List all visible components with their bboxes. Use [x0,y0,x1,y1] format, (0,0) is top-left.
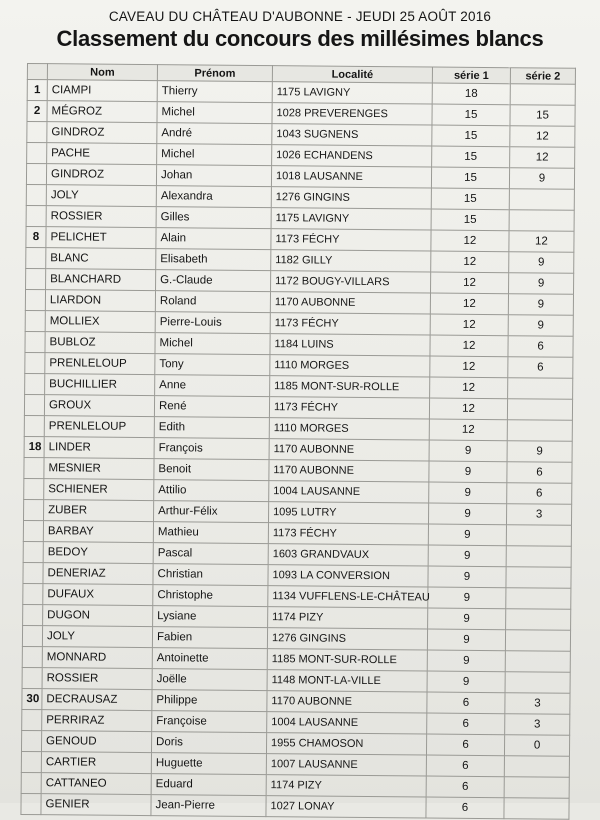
localite-cell: 1276 GINGINS [271,187,431,209]
serie-1-cell: 9 [427,650,505,672]
serie-2-cell [506,609,571,631]
rank-cell [25,373,45,394]
rank-cell [26,164,46,185]
serie-1-cell: 12 [430,314,508,336]
prenom-cell: Anne [155,375,270,397]
serie-2-cell [506,588,571,610]
table-body [21,80,575,820]
rank-cell [27,143,47,164]
localite-cell: 1174 PIZY [266,775,426,797]
rank-cell [25,352,45,373]
rank-cell [26,268,46,289]
localite-cell: 1173 FÉCHY [268,523,428,545]
localite-cell: 1026 ECHANDENS [272,145,432,167]
serie-1-cell: 15 [431,188,509,210]
prenom-cell: Eduard [151,774,266,796]
event-header: CAVEAU DU CHÂTEAU D'AUBONNE - JEUDI 25 AOÛT 2016 [108,9,492,24]
localite-cell: 1148 MONT-LA-VILLE [267,670,427,692]
serie-2-cell: 9 [508,315,573,337]
serie-2-cell [509,210,574,232]
localite-cell: 1027 LONAY [266,796,426,818]
serie-2-cell [506,525,571,547]
rank-cell [21,793,41,814]
nom-cell: DECRAUSAZ [42,689,152,711]
prenom-cell: Michel [155,333,270,355]
serie-2-cell [507,420,572,442]
serie-1-cell: 9 [429,440,507,462]
serie-2-cell: 6 [508,357,573,379]
serie-1-cell: 9 [428,503,506,525]
nom-cell: LINDER [44,437,154,459]
rank-cell [24,499,44,520]
serie-2-cell: 9 [508,294,573,316]
serie-1-cell: 9 [427,629,505,651]
localite-cell: 1185 MONT-SUR-ROLLE [267,649,427,671]
rank-cell: 1 [27,80,47,101]
rank-cell [26,205,46,226]
serie-2-cell: 3 [505,693,570,715]
ranking-table [20,63,576,820]
prenom-cell: Attilio [154,480,269,502]
serie-1-cell: 6 [426,734,504,756]
serie-2-cell [504,756,569,778]
localite-cell: 1018 LAUSANNE [271,166,431,188]
nom-cell: BEDOY [43,542,153,564]
localite-cell: 1110 MORGES [269,418,429,440]
serie-2-cell: 9 [509,273,574,295]
prenom-cell: Michel [157,144,272,166]
nom-cell: MONNARD [42,647,152,669]
column-header-serie-1: série 1 [432,67,510,84]
serie-1-cell: 15 [432,146,510,168]
serie-2-cell: 9 [509,168,574,190]
nom-cell: PERRIRAZ [42,710,152,732]
serie-2-cell [505,651,570,673]
nom-cell: BARBAY [43,521,153,543]
serie-2-cell: 6 [507,483,572,505]
rank-cell [26,247,46,268]
serie-2-cell: 6 [508,336,573,358]
rank-cell [24,457,44,478]
rank-cell [23,541,43,562]
serie-2-cell: 12 [509,231,574,253]
localite-cell: 1173 FÉCHY [269,397,429,419]
prenom-cell: Gilles [156,207,271,229]
serie-2-cell: 3 [505,714,570,736]
serie-2-cell [510,84,575,106]
rank-cell [21,730,41,751]
nom-cell: MOLLIEX [45,311,155,333]
prenom-cell: Pascal [153,543,268,565]
nom-cell: DUGON [43,605,153,627]
nom-cell: MÉGROZ [47,101,157,123]
serie-1-cell: 6 [427,713,505,735]
localite-cell: 1110 MORGES [270,355,430,377]
nom-cell: GINDROZ [47,122,157,144]
serie-1-cell: 6 [426,797,504,819]
localite-cell: 1170 AUBONNE [270,292,430,314]
prenom-cell: Arthur-Félix [154,501,269,523]
prenom-cell: André [157,123,272,145]
serie-1-cell: 12 [431,230,509,252]
nom-cell: PRENLELOUP [44,416,154,438]
serie-1-cell: 9 [428,566,506,588]
serie-2-cell: 12 [510,147,575,169]
rank-cell [21,751,41,772]
serie-1-cell: 9 [428,587,506,609]
nom-cell: ROSSIER [42,668,152,690]
localite-cell: 1175 LAVIGNY [272,82,432,104]
rank-cell: 8 [26,226,46,247]
serie-2-cell: 9 [509,252,574,274]
rank-cell: 2 [27,101,47,122]
serie-1-cell: 12 [431,251,509,273]
prenom-cell: Tony [155,354,270,376]
rank-cell: 30 [22,688,42,709]
prenom-cell: Christophe [153,585,268,607]
serie-1-cell: 9 [429,461,507,483]
serie-2-cell: 9 [507,441,572,463]
prenom-cell: Françoise [152,711,267,733]
rank-cell [22,646,42,667]
nom-cell: BLANCHARD [46,269,156,291]
rank-cell [24,415,44,436]
prenom-cell: François [154,438,269,460]
localite-cell: 1028 PREVERENGES [272,103,432,125]
page-title: Classement du concours des millésimes blancs [56,26,544,51]
rank-cell [25,289,45,310]
prenom-cell: Thierry [157,81,272,103]
localite-cell: 1170 AUBONNE [267,691,427,713]
localite-cell: 1173 FÉCHY [270,313,430,335]
prenom-cell: Philippe [152,690,267,712]
serie-2-cell: 15 [510,105,575,127]
localite-cell: 1170 AUBONNE [269,460,429,482]
serie-2-cell: 6 [507,462,572,484]
prenom-cell: Michel [157,102,272,124]
prenom-cell: Johan [156,165,271,187]
rank-cell [26,184,46,205]
prenom-cell: Lysiane [153,606,268,628]
rank-cell [23,520,43,541]
nom-cell: CIAMPI [47,80,157,102]
prenom-cell: Elisabeth [156,249,271,271]
serie-2-cell: 0 [504,735,569,757]
rank-cell [22,709,42,730]
localite-cell: 1172 BOUGY-VILLARS [271,271,431,293]
nom-cell: JOLY [42,626,152,648]
prenom-cell: Alain [156,228,271,250]
nom-cell: GENIER [41,794,151,816]
prenom-cell: Christian [153,564,268,586]
prenom-cell: Fabien [152,627,267,649]
prenom-cell: Huguette [151,753,266,775]
localite-cell: 1182 GILLY [271,250,431,272]
serie-1-cell: 9 [429,482,507,504]
nom-cell: BUBLOZ [45,332,155,354]
nom-cell: BLANC [46,248,156,270]
localite-cell: 1170 AUBONNE [269,439,429,461]
serie-1-cell: 12 [430,356,508,378]
nom-cell: PELICHET [46,227,156,249]
rank-cell: 18 [24,436,44,457]
nom-cell: CATTANEO [41,773,151,795]
prenom-cell: Pierre-Louis [155,312,270,334]
nom-cell: BUCHILLIER [45,374,155,396]
nom-cell: PRENLELOUP [45,353,155,375]
localite-cell: 1955 CHAMOSON [266,733,426,755]
localite-cell: 1175 LAVIGNY [271,208,431,230]
prenom-cell: Antoinette [152,648,267,670]
nom-cell: GENOUD [41,731,151,753]
nom-cell: PACHE [47,143,157,165]
serie-2-cell [509,189,574,211]
localite-cell: 1004 LAUSANNE [267,712,427,734]
serie-1-cell: 12 [430,335,508,357]
serie-1-cell: 18 [432,83,510,105]
column-header-rank [27,64,47,80]
nom-cell: GINDROZ [46,164,156,186]
nom-cell: LIARDON [45,290,155,312]
serie-1-cell: 12 [429,398,507,420]
serie-1-cell: 12 [430,377,508,399]
serie-1-cell: 15 [432,104,510,126]
nom-cell: CARTIER [41,752,151,774]
serie-1-cell: 9 [428,608,506,630]
serie-1-cell: 9 [428,524,506,546]
nom-cell: DUFAUX [43,584,153,606]
serie-2-cell [504,777,569,799]
rank-cell [23,562,43,583]
localite-cell: 1004 LAUSANNE [269,481,429,503]
serie-2-cell [507,399,572,421]
serie-2-cell [504,798,569,820]
serie-1-cell: 9 [428,545,506,567]
nom-cell: JOLY [46,185,156,207]
nom-cell: GROUX [44,395,154,417]
serie-2-cell [506,567,571,589]
serie-1-cell: 15 [431,209,509,231]
localite-cell: 1134 VUFFLENS-LE-CHÂTEAU [268,586,428,608]
localite-cell: 1184 LUINS [270,334,430,356]
localite-cell: 1185 MONT-SUR-ROLLE [270,376,430,398]
localite-cell: 1093 LA CONVERSION [268,565,428,587]
localite-cell: 1276 GINGINS [267,628,427,650]
serie-1-cell: 12 [430,293,508,315]
rank-cell [25,310,45,331]
prenom-cell: Joëlle [152,669,267,691]
rank-cell [24,394,44,415]
serie-1-cell: 6 [426,755,504,777]
serie-1-cell: 15 [432,125,510,147]
serie-1-cell: 12 [431,272,509,294]
prenom-cell: Alexandra [156,186,271,208]
serie-1-cell: 15 [431,167,509,189]
prenom-cell: Edith [154,417,269,439]
rank-cell [21,772,41,793]
nom-cell: DENERIAZ [43,563,153,585]
prenom-cell: René [154,396,269,418]
localite-cell: 1603 GRANDVAUX [268,544,428,566]
serie-2-cell [505,630,570,652]
localite-cell: 1043 SUGNENS [272,124,432,146]
serie-2-cell [508,378,573,400]
localite-cell: 1095 LUTRY [268,502,428,524]
nom-cell: SCHIENER [44,479,154,501]
column-header-localite: Localité [272,66,432,83]
localite-cell: 1007 LAUSANNE [266,754,426,776]
nom-cell: ROSSIER [46,206,156,228]
column-header-serie-2: série 2 [510,68,575,85]
localite-cell: 1174 PIZY [268,607,428,629]
serie-1-cell: 6 [426,776,504,798]
rank-cell [23,604,43,625]
serie-1-cell: 12 [429,419,507,441]
rank-cell [22,667,42,688]
serie-2-cell [505,672,570,694]
serie-2-cell: 12 [510,126,575,148]
table-row [21,793,569,819]
rank-cell [24,478,44,499]
rank-cell [23,583,43,604]
serie-2-cell [506,546,571,568]
rank-cell [22,625,42,646]
localite-cell: 1173 FÉCHY [271,229,431,251]
prenom-cell: Doris [151,732,266,754]
rank-cell [25,331,45,352]
prenom-cell: Roland [155,291,270,313]
nom-cell: ZUBER [44,500,154,522]
prenom-cell: Mathieu [153,522,268,544]
nom-cell: MESNIER [44,458,154,480]
prenom-cell: G.-Claude [156,270,271,292]
prenom-cell: Benoit [154,459,269,481]
column-header-nom: Nom [47,64,157,81]
rank-cell [27,122,47,143]
column-header-prenom: Prénom [157,65,272,82]
serie-1-cell: 6 [427,692,505,714]
prenom-cell: Jean-Pierre [151,795,266,817]
serie-1-cell: 9 [427,671,505,693]
serie-2-cell: 3 [506,504,571,526]
